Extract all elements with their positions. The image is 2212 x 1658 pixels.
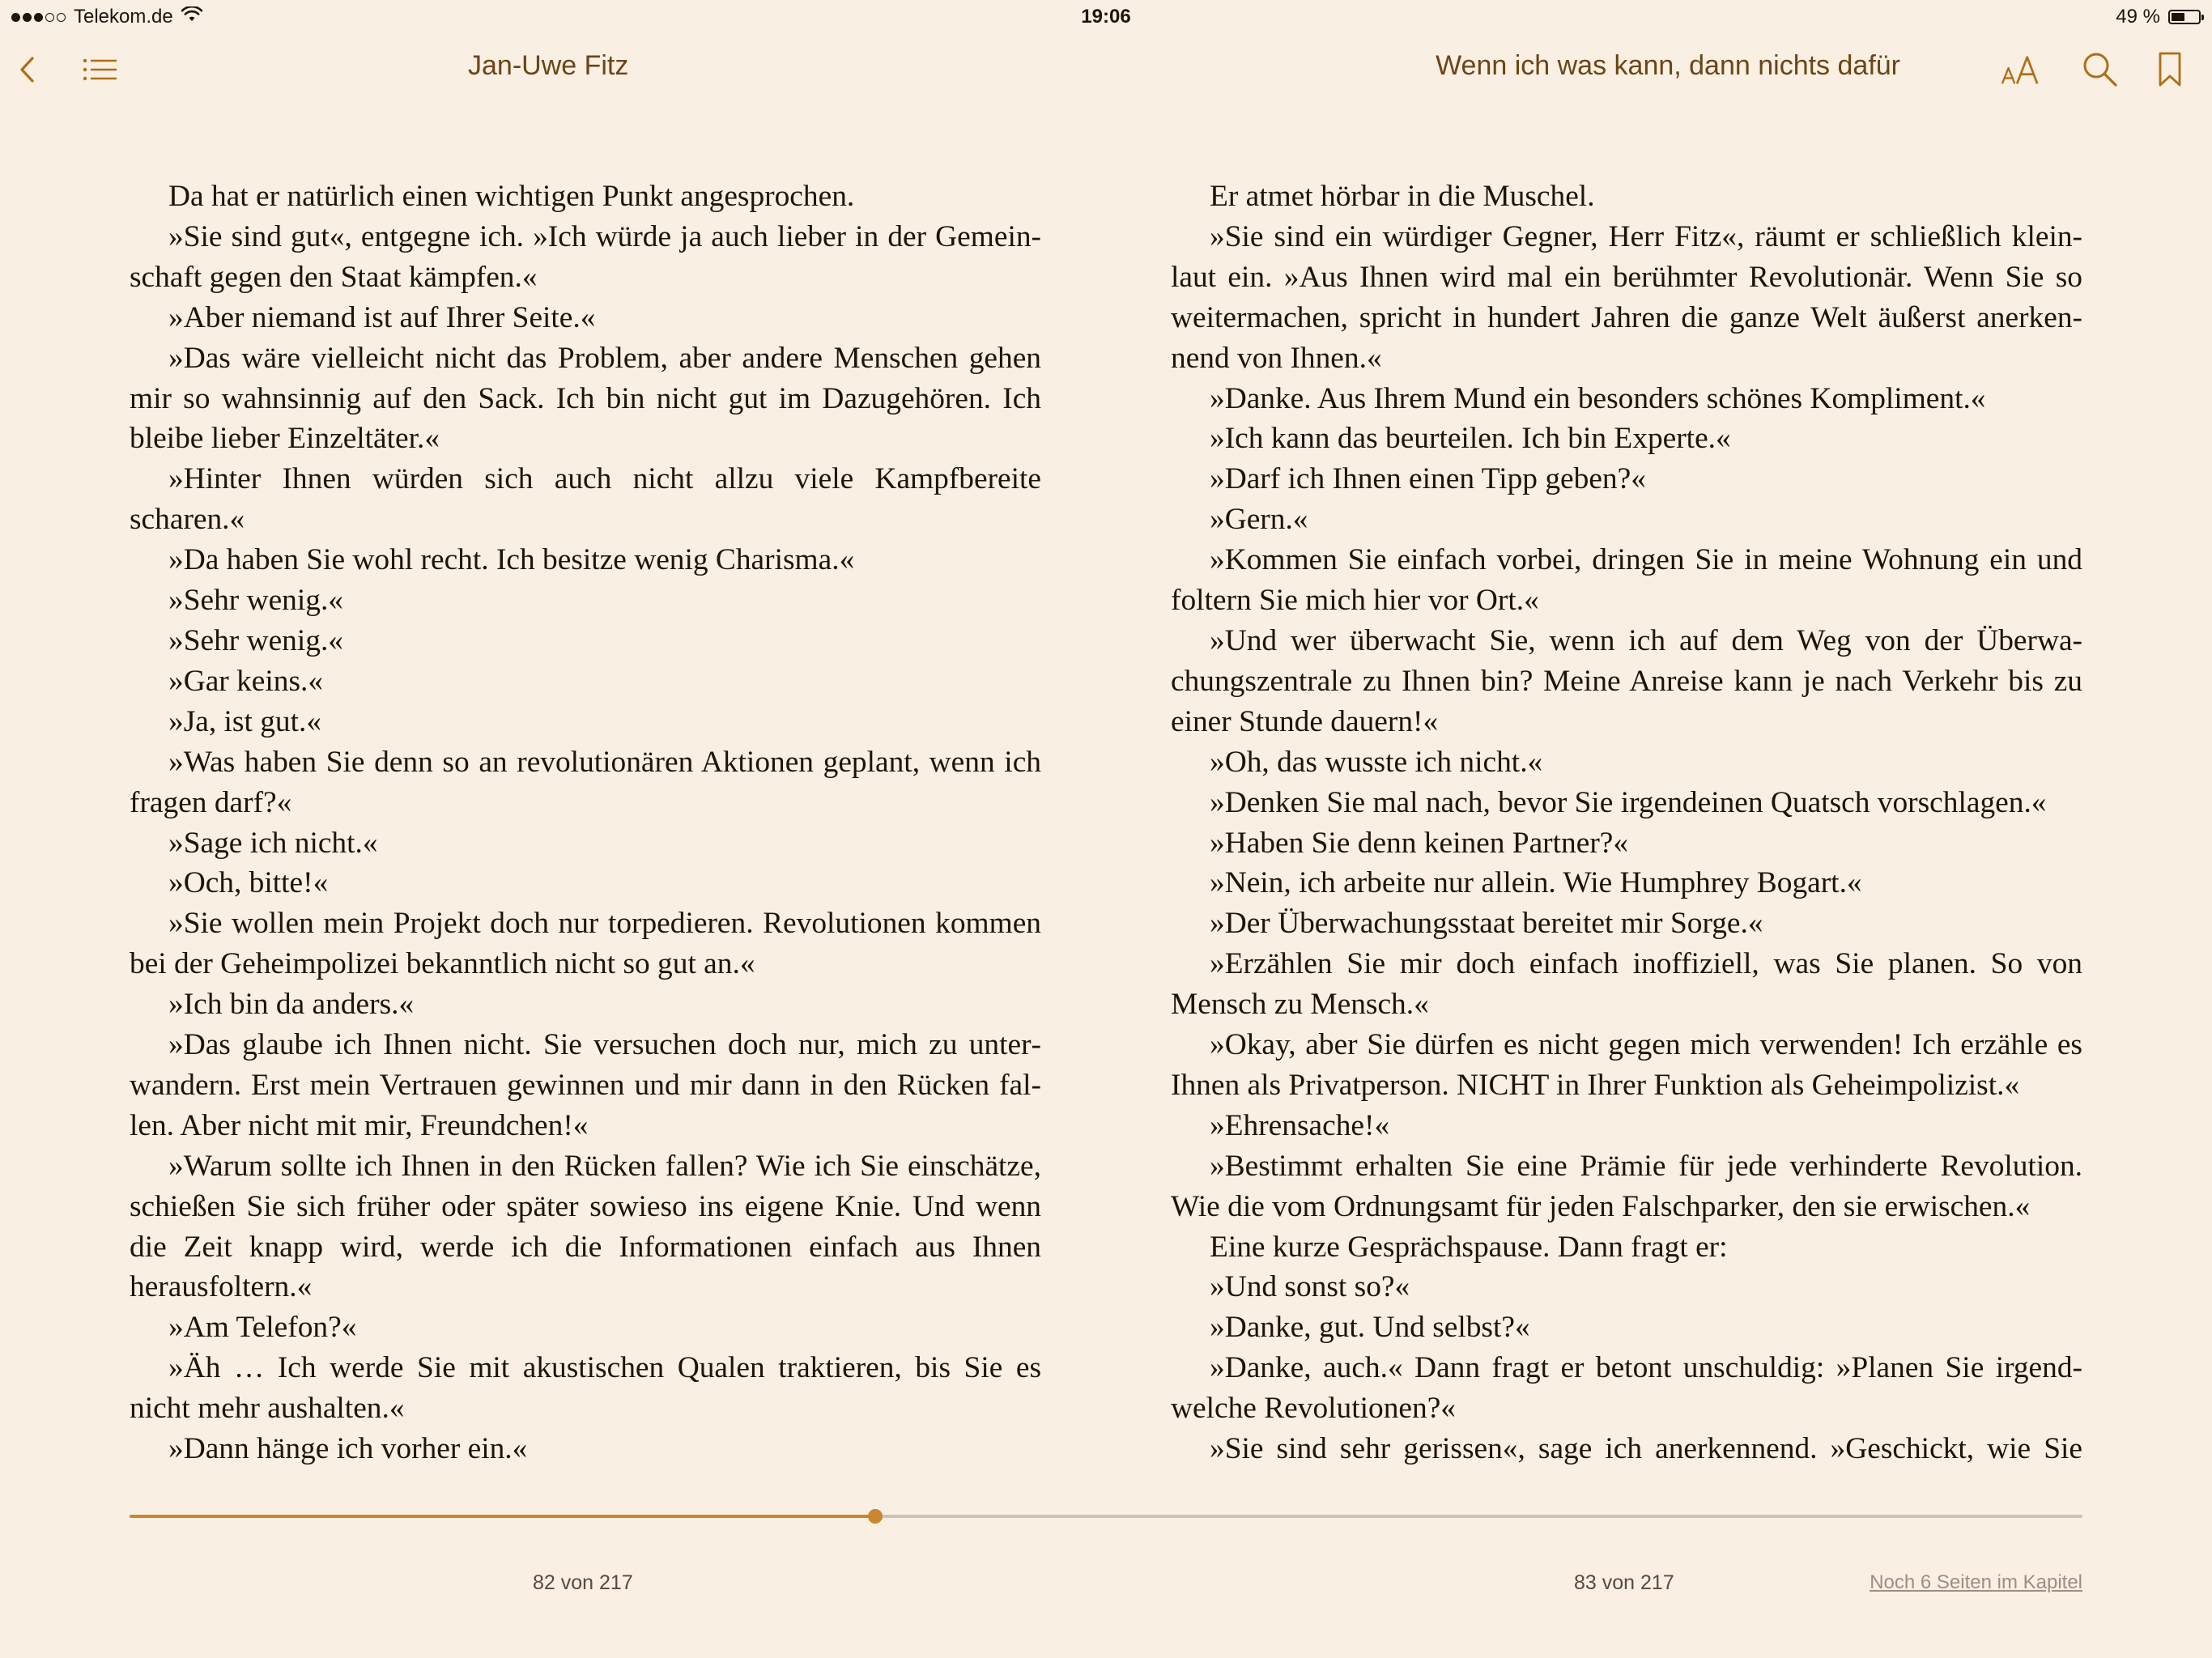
- left-page-number: 82 von 217: [533, 1571, 633, 1594]
- paragraph: »Sie sind ein würdiger Gegner, Herr Fitz«, räumt er schließlich kleinlaut ein. »Aus Ihnen wird mal ein berühmter Revolutionär. Wenn Sie so weitermachen, spricht in hundert Jahren die ganze Welt äußerst anerkennend von Ihnen.«: [1171, 219, 2082, 375]
- right-page-text: [1171, 176, 2082, 1469]
- paragraph: »Und sonst so?«: [1210, 1270, 1410, 1304]
- paragraph: »Äh … Ich werde Sie mit akustischen Qualen traktieren, bis Sie es nicht mehr aushalten.«: [130, 1351, 1041, 1426]
- paragraph: Da hat er natürlich einen wichtigen Punkt angesprochen.: [168, 180, 855, 213]
- paragraph: »Und wer überwacht Sie, wenn ich auf dem Weg von der Überwachungszentrale zu Ihnen bin? Meine Anreise kann je nach Verkehr bis zu einer Stunde dauern!«: [1171, 623, 2082, 738]
- left-page: [130, 176, 1041, 1469]
- battery-fill: [2172, 13, 2184, 21]
- left-page-text: [130, 176, 1041, 1469]
- paragraph: »Der Überwachungsstaat bereitet mir Sorge.«: [1210, 907, 1763, 941]
- paragraph: »Hinter Ihnen würden sich auch nicht allzu viele Kampfbereite scharen.«: [130, 462, 1041, 537]
- paragraph: »Sie sind sehr gerissen«, sage ich anerkennend. »Geschickt, wie Sie: [1210, 1432, 2082, 1466]
- clock: 19:06: [1081, 6, 1131, 28]
- paragraph: »Am Telefon?«: [168, 1311, 357, 1345]
- paragraph: »Gar keins.«: [168, 664, 324, 698]
- paragraph: »Ich bin da anders.«: [168, 988, 415, 1022]
- page-scrubber[interactable]: [130, 1504, 2082, 1528]
- paragraph: »Och, bitte!«: [168, 866, 329, 900]
- chevron-left-icon[interactable]: [6, 49, 49, 91]
- paragraph: »Denken Sie mal nach, bevor Sie irgendeinen Quatsch vorschlagen.«: [1210, 785, 2047, 819]
- reader-toolbar: [0, 36, 2212, 100]
- carrier-label: Telekom.de: [74, 6, 173, 28]
- paragraph: Eine kurze Gesprächspause. Dann fragt er:: [1210, 1230, 1728, 1264]
- scrubber-knob[interactable]: [868, 1509, 883, 1524]
- paragraph: »Sie wollen mein Projekt doch nur torpedieren. Revolutionen kommen bei der Geheimpolizei bekanntlich nicht so gut an.«: [130, 907, 1041, 981]
- book-title: Wenn ich was kann, dann nichts dafür: [1436, 50, 1900, 81]
- status-right: [2116, 6, 2201, 28]
- battery-icon: [2168, 10, 2201, 24]
- search-icon[interactable]: [2079, 49, 2121, 91]
- paragraph: »Ehrensache!«: [1210, 1108, 1390, 1142]
- paragraph: »Das glaube ich Ihnen nicht. Sie versuchen doch nur, mich zu unterwandern. Erst mein Vertrauen gewinnen und mir dann in den Rücken fallen. Aber nicht mit mir, Freundchen!«: [130, 1028, 1041, 1142]
- paragraph: »Kommen Sie einfach vorbei, dringen Sie in meine Wohnung ein und foltern Sie mich hier vor Ort.«: [1171, 543, 2082, 618]
- paragraph: »Haben Sie denn keinen Partner?«: [1210, 826, 1629, 860]
- paragraph: »Was haben Sie denn so an revolutionären Aktionen geplant, wenn ich fragen darf?«: [130, 745, 1041, 819]
- paragraph: »Warum sollte ich Ihnen in den Rücken fallen? Wie ich Sie einschätze, schießen Sie sich früher oder später sowieso ins eigene Knie. Und wenn die Zeit knapp wird, werde ich die Informationen einfach aus Ihnen herausfoltern.«: [130, 1149, 1041, 1304]
- paragraph: »Gern.«: [1210, 503, 1308, 537]
- scrubber-track[interactable]: [130, 1515, 2082, 1518]
- bookmark-icon[interactable]: [2149, 49, 2191, 91]
- paragraph: »Okay, aber Sie dürfen es nicht gegen mich verwenden! Ich erzähle es Ihnen als Privatperson. NICHT in Ihrer Funktion als Geheimpolizist.«: [1171, 1028, 2082, 1102]
- paragraph: »Bestimmt erhalten Sie eine Prämie für jede verhinderte Revolution. Wie die vom Ordnungsamt für jeden Falschparker, den sie erwischen.«: [1171, 1149, 2082, 1223]
- battery-percent: 49 %: [2116, 6, 2160, 28]
- paragraph: »Danke, auch.« Dann fragt er betont unschuldig: »Planen Sie irgendwelche Revolutionen?«: [1171, 1351, 2082, 1426]
- paragraph: »Erzählen Sie mir doch einfach inoffiziell, was Sie planen. So von Mensch zu Mensch.«: [1171, 947, 2082, 1022]
- paragraph: »Sie sind gut«, entgegne ich. »Ich würde ja auch lieber in der Gemeinschaft gegen den Staat kämpfen.«: [130, 219, 1041, 294]
- paragraph: »Danke. Aus Ihrem Mund ein besonders schönes Kompliment.«: [1210, 381, 1986, 415]
- right-page-number: 83 von 217: [1574, 1571, 1674, 1594]
- paragraph: »Dann hänge ich vorher ein.«: [168, 1432, 528, 1466]
- chapter-remaining-link[interactable]: Noch 6 Seiten im Kapitel: [1870, 1571, 2082, 1593]
- book-author: Jan-Uwe Fitz: [468, 50, 629, 81]
- paragraph: »Sage ich nicht.«: [168, 826, 378, 860]
- paragraph: »Aber niemand ist auf Ihrer Seite.«: [168, 300, 596, 334]
- list-icon[interactable]: [79, 49, 121, 91]
- paragraph: »Sehr wenig.«: [168, 623, 344, 657]
- paragraph: »Das wäre vielleicht nicht das Problem, aber andere Menschen gehen mir so wahnsinnig auf den Sack. Ich bin nicht gut im Dazugehören. Ich bleibe lieber Einzeltäter.«: [130, 341, 1041, 456]
- paragraph: »Oh, das wusste ich nicht.«: [1210, 745, 1543, 779]
- paragraph: »Ich kann das beurteilen. Ich bin Experte.«: [1210, 422, 1731, 456]
- paragraph: »Ja, ist gut.«: [168, 704, 322, 738]
- paragraph: »Sehr wenig.«: [168, 584, 344, 618]
- paragraph: Er atmet hörbar in die Muschel.: [1210, 180, 1595, 213]
- paragraph: »Danke, gut. Und selbst?«: [1210, 1311, 1530, 1345]
- scrubber-track-fill: [130, 1515, 875, 1518]
- font-size-icon[interactable]: [2000, 49, 2042, 91]
- paragraph: »Nein, ich arbeite nur allein. Wie Humphrey Bogart.«: [1210, 866, 1862, 900]
- paragraph: »Darf ich Ihnen einen Tipp geben?«: [1210, 462, 1646, 496]
- right-page: [1171, 176, 2082, 1469]
- status-bar: [0, 0, 2212, 34]
- paragraph: »Da haben Sie wohl recht. Ich besitze wenig Charisma.«: [168, 543, 855, 577]
